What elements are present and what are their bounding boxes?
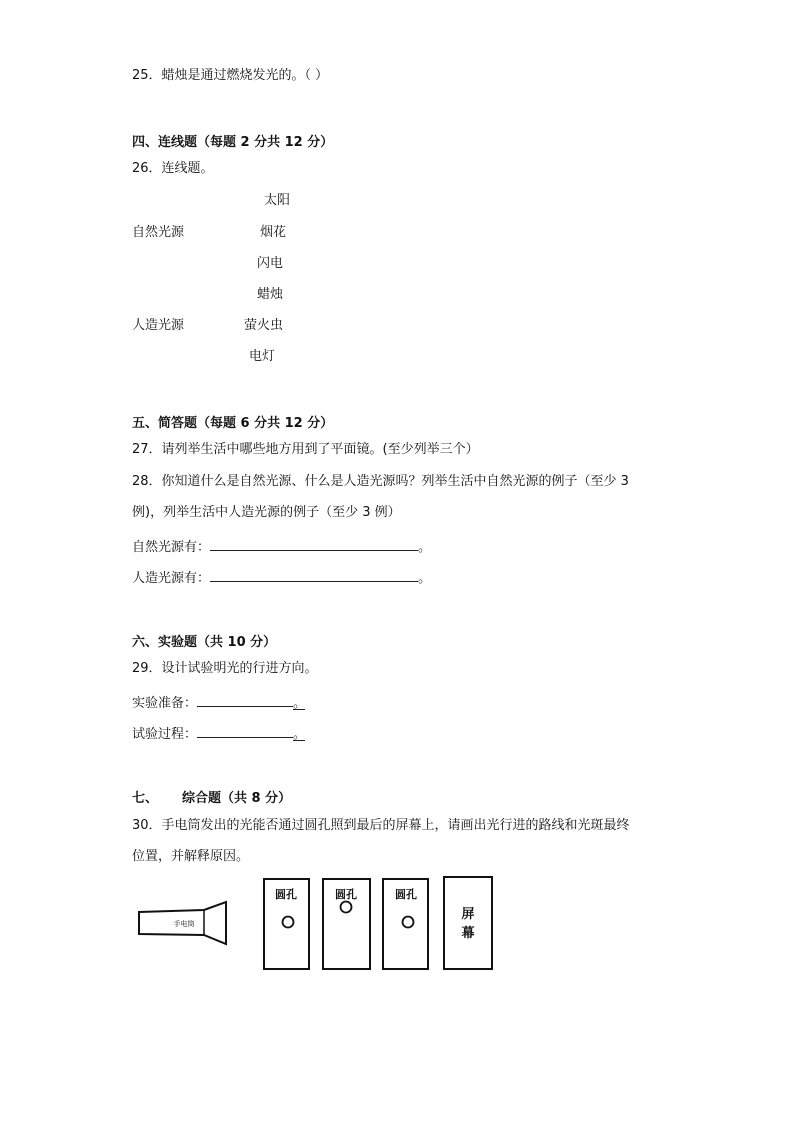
end-mark: 。: [418, 540, 432, 555]
artificial-sources-answer-blank[interactable]: [210, 568, 418, 582]
hole-card: [323, 879, 370, 969]
question-28-line1: 28．你知道什么是自然光源、什么是人造光源吗？列举生活中自然光源的例子（至少 3: [132, 474, 629, 489]
question-28-line2: 例)，列举生活中人造光源的例子（至少 3 例）: [132, 505, 401, 520]
question-25: 25．蜡烛是通过燃烧发光的。（ ）: [132, 68, 329, 83]
match-right-item: 闪电: [257, 256, 284, 271]
experiment-process-row: [132, 724, 305, 743]
question-29: 29．设计试验明光的行进方向。: [132, 661, 318, 676]
section-5-title: 五、简答题（每题 6 分共 12 分）: [132, 416, 334, 431]
screen-label-top: 屏: [461, 907, 475, 922]
flashlight-icon: [139, 902, 226, 944]
natural-sources-label: 自然光源有：: [132, 540, 211, 555]
hole-label: 圆孔: [275, 888, 297, 901]
question-27: 27．请列举生活中哪些地方用到了平面镜。(至少列举三个）: [132, 442, 479, 457]
hole-label: 圆孔: [335, 888, 357, 901]
match-right-item: 烟花: [260, 225, 287, 240]
screen-card: [444, 877, 492, 969]
match-right-item: 电灯: [249, 349, 276, 364]
match-right-item: 太阳: [264, 193, 291, 208]
hole-card: [383, 879, 428, 969]
match-right-item: 蜡烛: [257, 287, 284, 302]
flashlight-label: 手电筒: [173, 920, 195, 928]
experiment-prep-answer-blank[interactable]: [197, 693, 293, 707]
end-mark: 。: [418, 571, 432, 586]
section-6-title: 六、实验题（共 10 分）: [132, 635, 277, 650]
experiment-prep-label: 实验准备：: [132, 696, 198, 711]
artificial-sources-label: 人造光源有：: [132, 571, 211, 586]
question-30-line1: 30．手电筒发出的光能否通过圆孔照到最后的屏幕上，请画出光行进的路线和光斑最终: [132, 818, 630, 833]
hole-card: [264, 879, 309, 969]
question-26: 26．连线题。: [132, 161, 214, 176]
natural-sources-row: [132, 537, 431, 556]
flashlight-figure: [136, 872, 498, 976]
end-mark: 。: [293, 696, 307, 711]
round-hole: [403, 917, 414, 928]
round-hole: [341, 902, 352, 913]
match-left-item: 人造光源: [132, 318, 185, 333]
experiment-process-answer-blank[interactable]: [197, 724, 293, 738]
screen-label-bottom: 幕: [461, 926, 475, 941]
section-7-number: 七、: [132, 791, 159, 806]
experiment-prep-row: [132, 693, 305, 712]
section-4-title: 四、连线题（每题 2 分共 12 分）: [132, 135, 334, 150]
hole-label: 圆孔: [395, 888, 417, 901]
match-left-item: 自然光源: [132, 225, 185, 240]
match-right-item: 萤火虫: [244, 318, 284, 333]
experiment-process-label: 试验过程：: [132, 727, 198, 742]
round-hole: [283, 917, 294, 928]
artificial-sources-row: [132, 568, 431, 587]
end-mark: 。: [293, 727, 307, 742]
section-7-title: 综合题（共 8 分）: [182, 791, 292, 806]
question-30-line2: 位置，并解释原因。: [132, 849, 250, 864]
natural-sources-answer-blank[interactable]: [210, 537, 418, 551]
